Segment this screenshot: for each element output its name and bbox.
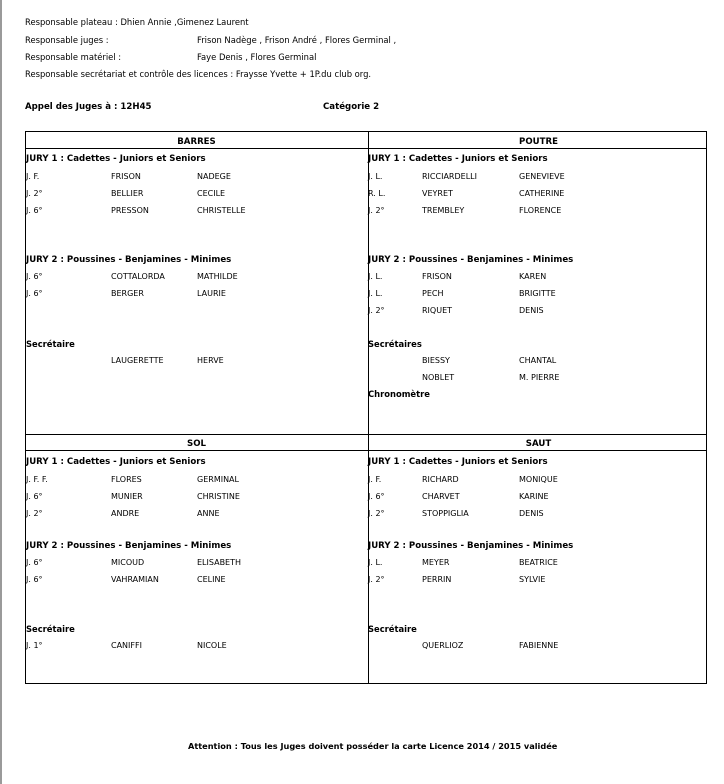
judge-firstname: M. PIERRE <box>519 373 560 382</box>
table-row <box>368 356 709 367</box>
responsable-materiel-label: Responsable matériel : <box>25 52 122 62</box>
judge-firstname: NICOLE <box>197 641 227 650</box>
responsable-materiel <box>25 52 317 62</box>
table-row <box>26 492 367 503</box>
judge-role: J. 6° <box>26 558 43 567</box>
responsable-secretariat: Responsable secrétariat et contrôle des licences : Fraysse Yvette + 1P.du club org. <box>25 69 372 79</box>
table-row <box>368 492 709 503</box>
judge-lastname: MUNIER <box>111 492 143 501</box>
table-row <box>368 306 709 317</box>
jury2-title: JURY 2 : Poussines - Benjamines - Minimes <box>26 541 232 551</box>
judge-lastname: MEYER <box>422 558 450 567</box>
judge-role: J. 2° <box>368 206 385 215</box>
judge-role: J. F. F. <box>26 475 48 484</box>
judge-firstname: CHRISTINE <box>197 492 240 501</box>
table-row <box>26 475 367 486</box>
table-row <box>26 172 367 183</box>
judge-role: J. 6° <box>26 206 43 215</box>
judge-firstname: BEATRICE <box>519 558 558 567</box>
judge-firstname: CATHERINE <box>519 189 565 198</box>
judge-firstname: LAURIE <box>197 289 226 298</box>
judge-firstname: ANNE <box>197 509 220 518</box>
chronometre-title: Chronomètre <box>368 389 430 399</box>
responsable-juges-label: Responsable juges : <box>25 35 109 45</box>
judge-firstname: FLORENCE <box>519 206 562 215</box>
judge-lastname: MICOUD <box>111 558 145 567</box>
judge-firstname: CELINE <box>197 575 226 584</box>
table-row <box>26 641 367 652</box>
judge-firstname: NADEGE <box>197 172 231 181</box>
table-row <box>26 356 367 367</box>
judge-role: J. 2° <box>26 509 43 518</box>
judge-lastname: CANIFFI <box>111 641 142 650</box>
table-row <box>368 272 709 283</box>
judge-role: J. F. <box>26 172 40 181</box>
page-edge <box>0 0 2 784</box>
judge-firstname: DENIS <box>519 306 544 315</box>
categorie: Catégorie 2 <box>323 102 380 112</box>
judge-role: J. L. <box>368 289 383 298</box>
judge-lastname: COTTALORDA <box>111 272 165 281</box>
judge-firstname: FABIENNE <box>519 641 559 650</box>
judge-lastname: RIQUET <box>422 306 453 315</box>
secretaire-title: Secrétaire <box>26 624 75 634</box>
judge-lastname: QUERLIOZ <box>422 641 464 650</box>
grid-divider-top <box>26 148 706 149</box>
appel-des-juges: Appel des Juges à : 12H45 <box>25 102 152 112</box>
table-row <box>368 373 709 384</box>
judge-lastname: CHARVET <box>422 492 460 501</box>
judge-firstname: GENEVIEVE <box>519 172 565 181</box>
judge-lastname: LAUGERETTE <box>111 356 164 365</box>
table-row <box>26 272 367 283</box>
judge-lastname: PERRIN <box>422 575 452 584</box>
panel-title-sol: SOL <box>187 439 206 449</box>
jury2-title: JURY 2 : Poussines - Benjamines - Minimes <box>26 255 232 265</box>
judge-role: J. 6° <box>26 575 43 584</box>
judge-firstname: CHANTAL <box>519 356 557 365</box>
table-row <box>26 575 367 586</box>
judge-firstname: HERVE <box>197 356 224 365</box>
judge-firstname: CECILE <box>197 189 226 198</box>
judge-role: J. L. <box>368 558 383 567</box>
judge-lastname: RICHARD <box>422 475 459 484</box>
judge-lastname: VAHRAMIAN <box>111 575 159 584</box>
table-row <box>368 558 709 569</box>
table-row <box>368 172 709 183</box>
table-row <box>26 558 367 569</box>
responsable-materiel-value: Faye Denis , Flores Germinal <box>197 52 317 62</box>
judge-lastname: BIESSY <box>422 356 450 365</box>
judge-firstname: MATHILDE <box>197 272 238 281</box>
jury-grid <box>25 131 707 684</box>
table-row <box>26 509 367 520</box>
judge-firstname: KAREN <box>519 272 547 281</box>
responsable-juges <box>25 35 397 45</box>
responsable-juges-value: Frison Nadège , Frison André , Flores Germinal , <box>197 35 397 45</box>
table-row <box>26 206 367 217</box>
judge-role: J. 2° <box>368 306 385 315</box>
judge-lastname: ANDRE <box>111 509 140 518</box>
judge-role: J. 6° <box>26 289 43 298</box>
footer-notice: Attention : Tous les Juges doivent posséder la carte Licence 2014 / 2015 validée <box>188 741 558 751</box>
judge-firstname: MONIQUE <box>519 475 558 484</box>
judge-role: J. 6° <box>26 272 43 281</box>
table-row <box>26 289 367 300</box>
judge-role: J. 6° <box>368 492 385 501</box>
judge-role: J. F. <box>368 475 382 484</box>
jury1-title: JURY 1 : Cadettes - Juniors et Seniors <box>26 154 206 164</box>
judge-role: R. L. <box>368 189 386 198</box>
judge-lastname: BERGER <box>111 289 144 298</box>
judge-lastname: NOBLET <box>422 373 455 382</box>
jury2-title: JURY 2 : Poussines - Benjamines - Minimes <box>368 255 574 265</box>
judge-lastname: PRESSON <box>111 206 149 215</box>
judge-lastname: TREMBLEY <box>422 206 465 215</box>
judge-firstname: GERMINAL <box>197 475 239 484</box>
panel-title-saut: SAUT <box>525 439 552 449</box>
table-row <box>368 206 709 217</box>
table-row <box>368 509 709 520</box>
table-row <box>368 289 709 300</box>
table-row <box>368 475 709 486</box>
panel-title-poutre: POUTRE <box>519 137 558 147</box>
judge-lastname: RICCIARDELLI <box>422 172 477 181</box>
jury1-title: JURY 1 : Cadettes - Juniors et Seniors <box>368 457 548 467</box>
judge-firstname: SYLVIE <box>519 575 546 584</box>
judge-firstname: ELISABETH <box>197 558 242 567</box>
jury2-title: JURY 2 : Poussines - Benjamines - Minimes <box>368 541 574 551</box>
judge-lastname: BELLIER <box>111 189 144 198</box>
judge-role: J. 2° <box>26 189 43 198</box>
judge-role: J. 1° <box>26 641 43 650</box>
responsable-plateau: Responsable plateau : Dhien Annie ,Gimenez Laurent <box>25 17 249 27</box>
judge-firstname: BRIGITTE <box>519 289 556 298</box>
table-row <box>368 641 709 652</box>
judge-firstname: KARINE <box>519 492 549 501</box>
judge-role: J. 2° <box>368 509 385 518</box>
table-row <box>368 575 709 586</box>
judge-lastname: PECH <box>422 289 444 298</box>
secretaires-title: Secrétaires <box>368 339 422 349</box>
judge-lastname: FRISON <box>111 172 141 181</box>
grid-divider-middle <box>26 434 706 435</box>
judge-role: J. 6° <box>26 492 43 501</box>
jury1-title: JURY 1 : Cadettes - Juniors et Seniors <box>368 154 548 164</box>
judge-lastname: STOPPIGLIA <box>422 509 469 518</box>
table-row <box>368 189 709 200</box>
secretaire-title: Secrétaire <box>368 624 417 634</box>
jury1-title: JURY 1 : Cadettes - Juniors et Seniors <box>26 457 206 467</box>
judge-firstname: DENIS <box>519 509 544 518</box>
judge-lastname: FLORES <box>111 475 142 484</box>
grid-divider-lower <box>26 450 706 451</box>
judge-role: J. 2° <box>368 575 385 584</box>
judge-lastname: FRISON <box>422 272 452 281</box>
judge-role: J. L. <box>368 172 383 181</box>
judge-role: J. L. <box>368 272 383 281</box>
panel-title-barres: BARRES <box>177 137 216 147</box>
judge-lastname: VEYRET <box>422 189 453 198</box>
table-row <box>26 189 367 200</box>
judge-firstname: CHRISTELLE <box>197 206 246 215</box>
secretaire-title: Secrétaire <box>26 339 75 349</box>
